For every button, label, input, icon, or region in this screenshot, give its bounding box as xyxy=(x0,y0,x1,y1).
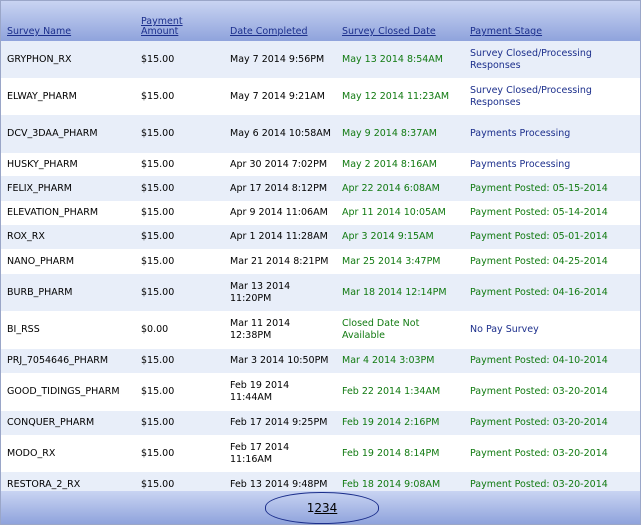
column-header-payment-amount[interactable]: Payment Amount xyxy=(135,1,224,41)
survey-closed-date-cell: Feb 19 2014 2:16PM xyxy=(336,411,464,435)
payment-stage-cell: Payments Processing xyxy=(464,115,640,153)
table-row xyxy=(1,349,640,373)
table-row xyxy=(1,435,640,472)
payment-stage-cell: Payment Posted: 03-20-2014 xyxy=(464,472,640,497)
column-header-payment-stage[interactable]: Payment Stage xyxy=(464,1,640,41)
survey-name-cell: BI_RSS xyxy=(1,311,135,349)
survey-name-cell: RESTORA_2_RX xyxy=(1,472,135,497)
table-header-row xyxy=(1,1,640,41)
table-row xyxy=(1,78,640,115)
payment-stage-cell: Payment Posted: 03-20-2014 xyxy=(464,373,640,411)
page-link-3[interactable]: 3 xyxy=(322,501,330,515)
date-completed-cell: Feb 19 2014 11:44AM xyxy=(224,373,336,411)
survey-closed-date-cell: Mar 18 2014 12:14PM xyxy=(336,274,464,311)
payment-amount-cell: $15.00 xyxy=(135,176,224,201)
table-row xyxy=(1,41,640,78)
payment-amount-cell: $15.00 xyxy=(135,349,224,373)
date-completed-cell: Feb 13 2014 9:48PM xyxy=(224,472,336,497)
payment-amount-cell: $15.00 xyxy=(135,201,224,225)
date-completed-cell: May 7 2014 9:56PM xyxy=(224,41,336,78)
payment-stage-cell: Payment Posted: 05-14-2014 xyxy=(464,201,640,225)
date-completed-cell: Mar 11 2014 12:38PM xyxy=(224,311,336,349)
date-completed-cell: Apr 30 2014 7:02PM xyxy=(224,153,336,176)
table-row xyxy=(1,373,640,411)
column-header-survey-closed-date[interactable]: Survey Closed Date xyxy=(336,1,464,41)
survey-closed-date-cell: Closed Date Not Available xyxy=(336,311,464,349)
survey-closed-date-cell: Feb 22 2014 1:34AM xyxy=(336,373,464,411)
payment-amount-cell: $15.00 xyxy=(135,249,224,274)
date-completed-cell: Apr 1 2014 11:28AM xyxy=(224,225,336,249)
survey-closed-date-cell: May 12 2014 11:23AM xyxy=(336,78,464,115)
table-row xyxy=(1,153,640,176)
survey-table xyxy=(1,1,640,497)
table-row xyxy=(1,274,640,311)
payment-amount-cell: $15.00 xyxy=(135,411,224,435)
survey-name-cell: MODO_RX xyxy=(1,435,135,472)
payment-stage-cell: Payment Posted: 04-25-2014 xyxy=(464,249,640,274)
payment-stage-cell: Payment Posted: 04-16-2014 xyxy=(464,274,640,311)
survey-closed-date-cell: Feb 19 2014 8:14PM xyxy=(336,435,464,472)
survey-name-cell: GRYPHON_RX xyxy=(1,41,135,78)
survey-name-cell: ELEVATION_PHARM xyxy=(1,201,135,225)
payment-stage-cell: Survey Closed/Processing Responses xyxy=(464,41,640,78)
pagination xyxy=(265,492,379,524)
payment-amount-cell: $15.00 xyxy=(135,274,224,311)
page-link-1: 1 xyxy=(306,501,315,515)
payment-amount-cell: $15.00 xyxy=(135,472,224,497)
payment-amount-cell: $15.00 xyxy=(135,153,224,176)
payment-stage-cell: Payment Posted: 04-10-2014 xyxy=(464,349,640,373)
survey-name-cell: NANO_PHARM xyxy=(1,249,135,274)
survey-closed-date-cell: Apr 22 2014 6:08AM xyxy=(336,176,464,201)
payment-stage-cell: Payment Posted: 03-20-2014 xyxy=(464,435,640,472)
survey-name-cell: ROX_RX xyxy=(1,225,135,249)
date-completed-cell: Feb 17 2014 11:16AM xyxy=(224,435,336,472)
date-completed-cell: Apr 17 2014 8:12PM xyxy=(224,176,336,201)
payment-stage-cell: Payment Posted: 03-20-2014 xyxy=(464,411,640,435)
survey-closed-date-cell: Apr 3 2014 9:15AM xyxy=(336,225,464,249)
survey-closed-date-cell: Mar 25 2014 3:47PM xyxy=(336,249,464,274)
payment-amount-cell: $15.00 xyxy=(135,115,224,153)
table-row xyxy=(1,115,640,153)
table-row xyxy=(1,201,640,225)
date-completed-cell: Mar 13 2014 11:20PM xyxy=(224,274,336,311)
payment-amount-cell: $15.00 xyxy=(135,41,224,78)
table-row xyxy=(1,411,640,435)
survey-closed-date-cell: May 9 2014 8:37AM xyxy=(336,115,464,153)
survey-name-cell: HUSKY_PHARM xyxy=(1,153,135,176)
date-completed-cell: May 6 2014 10:58AM xyxy=(224,115,336,153)
survey-closed-date-cell: Feb 18 2014 9:08AM xyxy=(336,472,464,497)
payment-stage-cell: Payment Posted: 05-01-2014 xyxy=(464,225,640,249)
date-completed-cell: May 7 2014 9:21AM xyxy=(224,78,336,115)
survey-name-cell: BURB_PHARM xyxy=(1,274,135,311)
payment-stage-cell: Payment Posted: 05-15-2014 xyxy=(464,176,640,201)
survey-name-cell: DCV_3DAA_PHARM xyxy=(1,115,135,153)
survey-name-cell: FELIX_PHARM xyxy=(1,176,135,201)
date-completed-cell: Mar 3 2014 10:50PM xyxy=(224,349,336,373)
survey-closed-date-cell: May 2 2014 8:16AM xyxy=(336,153,464,176)
table-row xyxy=(1,249,640,274)
survey-name-cell: GOOD_TIDINGS_PHARM xyxy=(1,373,135,411)
pagination-bar xyxy=(1,491,640,524)
table-row xyxy=(1,176,640,201)
page-link-2[interactable]: 2 xyxy=(314,501,322,515)
survey-name-cell: ELWAY_PHARM xyxy=(1,78,135,115)
payment-stage-cell: Payments Processing xyxy=(464,153,640,176)
survey-closed-date-cell: May 13 2014 8:54AM xyxy=(336,41,464,78)
payment-amount-cell: $15.00 xyxy=(135,78,224,115)
column-header-date-completed[interactable]: Date Completed xyxy=(224,1,336,41)
column-header-survey-name[interactable]: Survey Name xyxy=(1,1,135,41)
survey-name-cell: CONQUER_PHARM xyxy=(1,411,135,435)
survey-closed-date-cell: Apr 11 2014 10:05AM xyxy=(336,201,464,225)
date-completed-cell: Mar 21 2014 8:21PM xyxy=(224,249,336,274)
payment-amount-cell: $0.00 xyxy=(135,311,224,349)
date-completed-cell: Apr 9 2014 11:06AM xyxy=(224,201,336,225)
table-row xyxy=(1,311,640,349)
survey-closed-date-cell: Mar 4 2014 3:03PM xyxy=(336,349,464,373)
payment-amount-cell: $15.00 xyxy=(135,373,224,411)
page-link-4[interactable]: 4 xyxy=(329,501,338,515)
table-row xyxy=(1,225,640,249)
payment-stage-cell: No Pay Survey xyxy=(464,311,640,349)
survey-name-cell: PRJ_7054646_PHARM xyxy=(1,349,135,373)
payment-stage-cell: Survey Closed/Processing Responses xyxy=(464,78,640,115)
date-completed-cell: Feb 17 2014 9:25PM xyxy=(224,411,336,435)
payment-amount-cell: $15.00 xyxy=(135,435,224,472)
payment-amount-cell: $15.00 xyxy=(135,225,224,249)
